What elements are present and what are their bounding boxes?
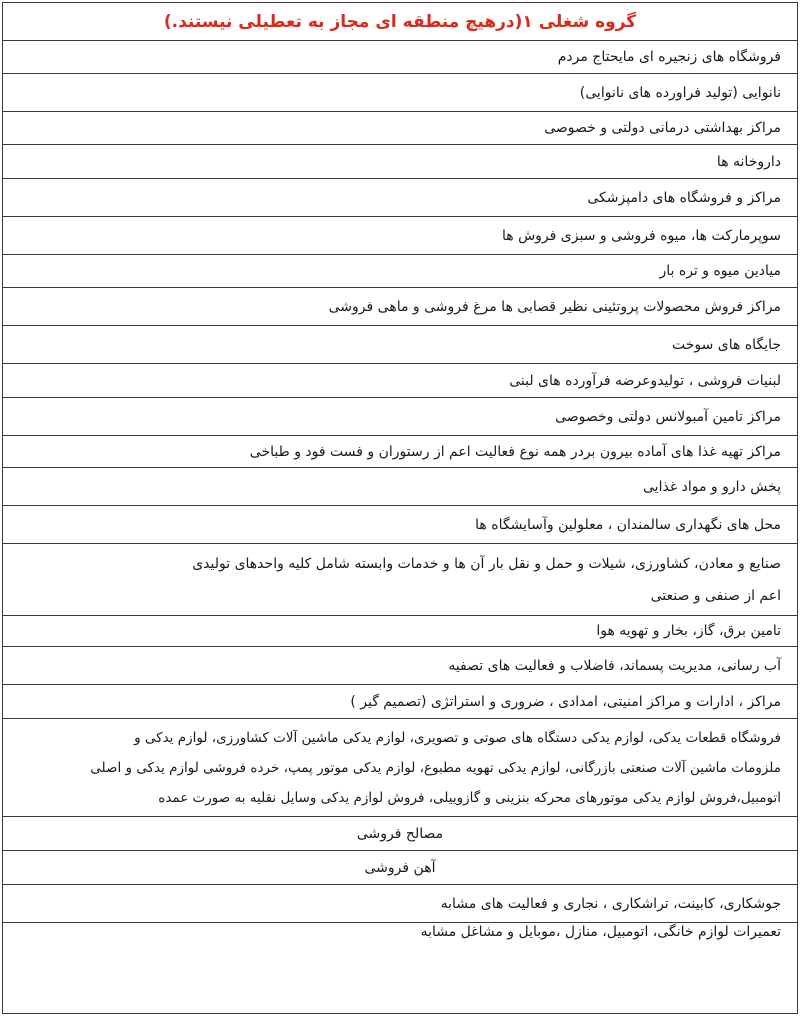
list-item <box>3 145 797 179</box>
list-item <box>3 544 797 616</box>
list-item-text: آب رسانی، مدیریت پسماند، فاضلاب و فعالیت های تصفیه <box>448 657 781 674</box>
list-item-text: فروشگاه های زنجیره ای مایحتاج مردم <box>557 49 781 65</box>
list-item-text: داروخانه ها <box>716 153 781 170</box>
list-item <box>3 468 797 506</box>
list-item <box>3 436 797 468</box>
list-item <box>3 179 797 217</box>
list-item <box>3 74 797 112</box>
list-item-text: لبنیات فروشی ، تولیدوعرضه فرآورده های لبنی <box>509 372 781 389</box>
list-item-text: صنایع و معادن، کشاورزی، شیلات و حمل و نقل بار آن ها و خدمات وابسته شامل کلیه واحدهای تولیدی <box>192 555 781 572</box>
list-item-text: آهن فروشی <box>364 859 436 876</box>
list-item <box>3 885 797 923</box>
list-item-text: مراکز فروش محصولات پروتئینی نظیر قصابی ها مرغ فروشی و ماهی فروشی <box>328 298 781 315</box>
list-item-text: مراکز ، ادارات و مراکز امنیتی، امدادی ، ضروری و استراتژی (تصمیم گیر ) <box>350 693 781 710</box>
list-item-text: جایگاه های سوخت <box>671 336 781 353</box>
list-item <box>3 326 797 364</box>
list-item <box>3 364 797 398</box>
list-item-text: محل های نگهداری سالمندان ، معلولین وآسایشگاه ها <box>475 516 781 533</box>
list-item-text: نانوایی (تولید فراورده های نانوایی) <box>579 84 781 101</box>
list-item <box>3 506 797 544</box>
list-item <box>3 685 797 719</box>
list-item-text: پخش دارو و مواد غذایی <box>643 478 781 495</box>
list-item <box>3 923 797 941</box>
list-item-text: فروشگاه قطعات یدکی، لوازم یدکی دستگاه های صوتی و تصویری، لوازم یدکی ماشین آلات کشاورزی، لوازم یدکی و <box>134 729 781 746</box>
list-item-text: سوپرمارکت ها، میوه فروشی و سبزی فروش ها <box>501 227 781 244</box>
list-item-text: تامین برق، گاز، بخار و تهویه هوا <box>596 623 781 639</box>
table-header <box>3 3 797 41</box>
list-item-text: اتومبیل،فروش لوازم یدکی موتورهای محرکه بنزینی و گازوییلی، فروش لوازم یدکی وسایل نقلیه به صورت عمده <box>158 789 781 806</box>
list-item-text: مراکز و فروشگاه های دامپزشکی <box>587 189 781 206</box>
list-item-text: جوشکاری، کابینت، تراشکاری ، نجاری و فعالیت های مشابه <box>440 895 781 912</box>
list-item-text: ملزومات ماشین آلات صنعتی بازرگانی، لوازم یدکی تهویه مطبوع، لوازم یدکی موتور پمپ، خرده فروشی لوازم یدکی و اصلی <box>90 759 781 776</box>
job-list <box>3 41 797 941</box>
job-group-table <box>2 2 798 1014</box>
list-item-text: مراکز تامین آمبولانس دولتی وخصوصی <box>555 408 781 425</box>
list-item <box>3 719 797 817</box>
list-item <box>3 616 797 647</box>
list-item-text: تعمیرات لوازم خانگی، اتومبیل، منازل ،موبایل و مشاغل مشابه <box>420 924 781 940</box>
list-item <box>3 255 797 288</box>
list-item <box>3 817 797 851</box>
list-item-text: اعم از صنفی و صنعتی <box>650 587 781 604</box>
list-item-text: مصالح فروشی <box>356 825 444 842</box>
list-item-text: مراکز تهیه غذا های آماده بیرون بردر همه نوع فعالیت اعم از رستوران و فست فود و طباخی <box>249 443 781 460</box>
table-title: گروه شغلی ۱(درهیچ منطقه ای مجاز به تعطیلی نیستند.) <box>163 11 637 32</box>
list-item <box>3 851 797 885</box>
list-item <box>3 41 797 74</box>
list-item <box>3 112 797 145</box>
list-item <box>3 217 797 255</box>
list-item-text: میادین میوه و تره بار <box>659 263 781 279</box>
list-item <box>3 398 797 436</box>
list-item <box>3 647 797 685</box>
list-item <box>3 288 797 326</box>
list-item-text: مراکز بهداشتی درمانی دولتی و خصوصی <box>544 120 781 136</box>
